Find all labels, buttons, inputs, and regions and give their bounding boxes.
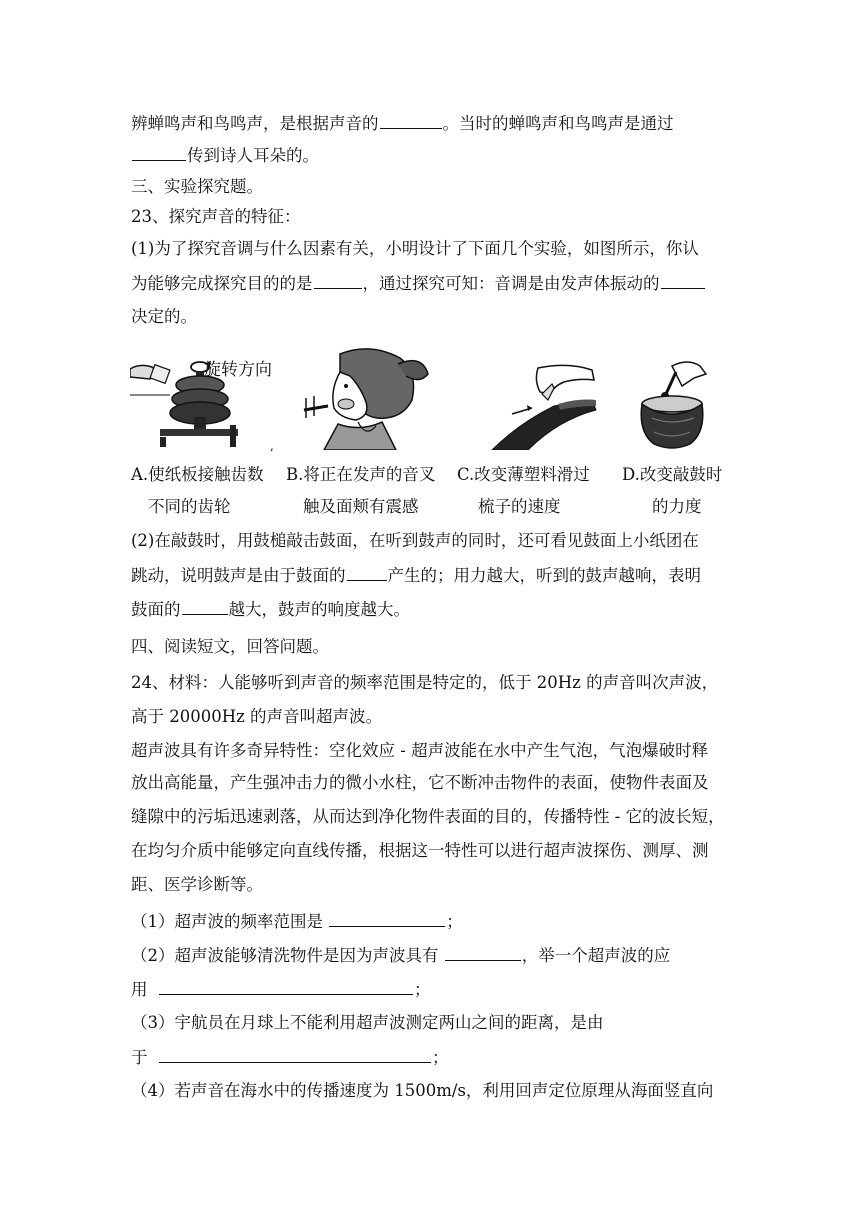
text-line: 传到诗人耳朵的。 [131, 144, 319, 167]
text-line: （2）超声波能够清洗物件是因为声波具有 ，举一个超声波的应 [131, 946, 671, 965]
option-c-line1: C.改变薄塑料滑过 [457, 465, 590, 484]
comb-experiment-figure [488, 364, 598, 450]
section-heading-4: 四、阅读短文，回答问题。 [131, 637, 329, 656]
text-line: 决定的。 [131, 307, 197, 326]
text-line: 距、医学诊断等。 [131, 875, 263, 894]
text-line: 放出高能量，产生强冲击力的微小水柱，它不断冲击物件的表面，使物件表面及 [131, 773, 709, 792]
text-line: 为能够完成探究目的的是 ，通过探究可知：音调是由发声体振动的 [131, 272, 706, 295]
answer-blank[interactable] [159, 1046, 431, 1063]
answer-blank[interactable] [445, 944, 521, 961]
answer-blank[interactable] [314, 272, 362, 289]
option-b-line1: B.将正在发声的音叉 [286, 465, 436, 484]
text-line: （4）若声音在海水中的传播速度为 1500m/s，利用回声定位原理从海面竖直向 [131, 1081, 714, 1100]
text-line: (1)为了探究音调与什么因素有关，小明设计了下面几个实验，如图所示，你认 [131, 239, 699, 258]
section-heading-3: 三、实验探究题。 [131, 177, 263, 196]
text-line: （3）宇航员在月球上不能利用超声波测定两山之间的距离，是由 [131, 1013, 604, 1032]
answer-blank[interactable] [380, 112, 442, 129]
text-line: (2)在敲鼓时，用鼓槌敲击鼓面，在听到鼓声的同时，还可看见鼓面上小纸团在 [131, 531, 699, 550]
text-line: 于 ； [131, 1048, 449, 1067]
text-line: 在均匀介质中能够定向直线传播，根据这一特性可以进行超声波探伤、测厚、测 [131, 841, 709, 860]
question-23-title: 23、探究声音的特征： [131, 207, 301, 226]
text-line: 鼓面的 越大，鼓声的响度越大。 [131, 600, 410, 619]
drum-experiment-figure [632, 360, 716, 450]
option-c-line2: 梳子的速度 [478, 497, 561, 516]
option-d-line2: 的力度 [652, 497, 702, 516]
text-line: （1）超声波的频率范围是 ； [131, 912, 463, 931]
answer-blank[interactable] [347, 564, 387, 581]
answer-blank[interactable] [132, 144, 186, 161]
answer-blank[interactable] [329, 910, 445, 927]
text-line: 跳动，说明鼓声是由于鼓面的 产生的；用力越大，听到的鼓声越响，表明 [131, 566, 701, 585]
rotation-direction-label: 旋转方向 [204, 360, 272, 380]
answer-blank[interactable] [182, 598, 228, 615]
text-line: 高于 20000Hz 的声音叫超声波。 [131, 707, 383, 726]
girl-tuning-fork-figure [300, 346, 430, 450]
text-line: 辨蝉鸣声和鸟鸣声，是根据声音的 。当时的蝉鸣声和鸟鸣声是通过 [131, 114, 674, 133]
option-d-line1: D.改变敲鼓时 [622, 465, 723, 484]
text-line: 超声波具有许多奇异特性：空化效应 - 超声波能在水中产生气泡，气泡爆破时释 [131, 741, 709, 760]
answer-blank[interactable] [661, 272, 705, 289]
text-line: 用 ； [131, 980, 431, 999]
option-a-line1: A.使纸板接触齿数 [131, 465, 264, 484]
text-line: 缝隙中的污垢迅速剥落，从而达到净化物件表面的目的，传播特性 - 它的波长短， [131, 807, 725, 826]
option-a-line2: 不同的齿轮 [148, 497, 231, 516]
option-b-line2: 触及面颊有震感 [303, 497, 419, 516]
answer-blank[interactable] [159, 978, 413, 995]
text-line: 24、材料：人能够听到声音的频率范围是特定的，低于 20Hz 的声音叫次声波， [131, 673, 719, 692]
figure-separator: , [270, 439, 274, 453]
